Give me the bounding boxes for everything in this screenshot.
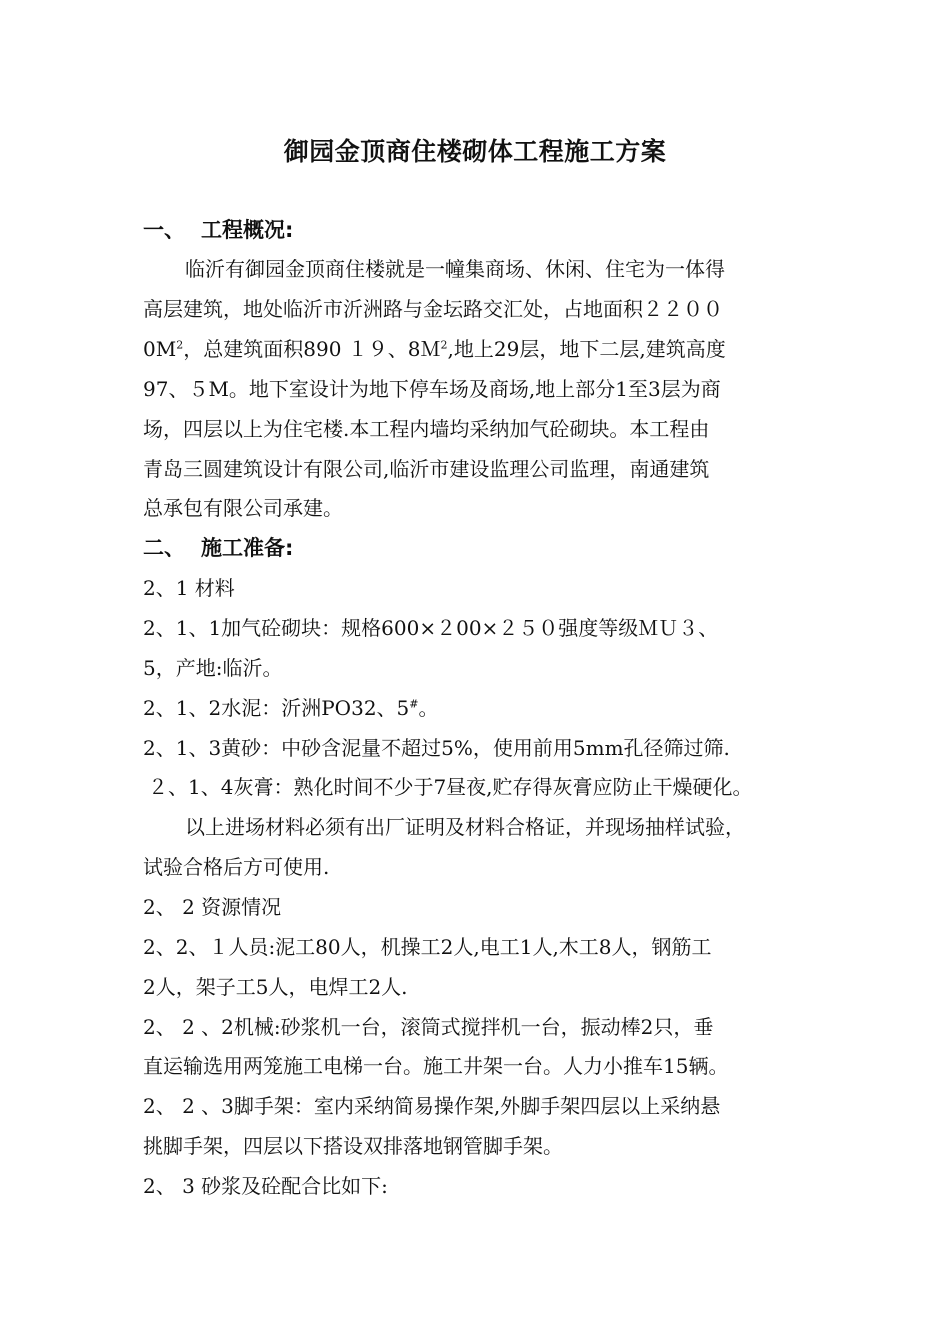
paragraph-line: 2、 2 、2机械:砂浆机一台，滚筒式搅拌机一台，振动棒2只，垂 [143, 1015, 714, 1039]
section-heading-preparation [143, 533, 293, 563]
paragraph-line: 场，四层以上为住宅楼.本工程内墙均采纳加气砼砌块。本工程由 [143, 417, 710, 441]
section-title: 施工准备: [201, 536, 294, 560]
paragraph-line: 高层建筑，地处临沂市沂洲路与金坛路交汇处，占地面积２２００ [143, 297, 723, 321]
subsection-heading: 2、1 材料 [143, 576, 235, 600]
section-number: 一、 [143, 218, 185, 242]
section-heading-overview [143, 215, 293, 245]
paragraph-line: 以上进场材料必须有出厂证明及材料合格证，并现场抽样试验， [185, 815, 745, 839]
paragraph-line: ２、1、4灰膏：熟化时间不少于7昼夜,贮存得灰膏应防止干燥硬化。 [148, 775, 753, 799]
document-title: 御园金顶商住楼砌体工程施工方案 [283, 137, 667, 166]
section-number: 二、 [143, 536, 185, 560]
subsection-heading: 2、 3 砂浆及砼配合比如下: [143, 1174, 388, 1198]
paragraph-line: 2、1、1加气砼砌块：规格600×２00×２５０强度等级ＭＵ３、 [143, 616, 719, 640]
subsection-heading: 2、 2 资源情况 [143, 895, 282, 919]
paragraph-line: $0M^2$，总建筑面积890 １９、8Ｍ$^2$,地上29层，地下二层,建筑高度 [143, 337, 726, 361]
paragraph-line: 青岛三圆建筑设计有限公司,临沂市建设监理公司监理，南通建筑 [143, 457, 710, 481]
paragraph-line: 临沂有御园金顶商住楼就是一幢集商场、休闲、住宅为一体得 [185, 257, 725, 281]
paragraph-line: 挑脚手架，四层以下搭设双排落地钢管脚手架。 [143, 1134, 563, 1158]
paragraph-line: 总承包有限公司承建。 [143, 496, 343, 520]
paragraph-line: 2、1、3黄砂：中砂含泥量不超过5%，使用前用5mm孔径筛过筛. [143, 736, 730, 760]
paragraph-line: 试验合格后方可使用. [143, 855, 330, 879]
paragraph-line: 2人，架子工5人，电焊工2人. [143, 975, 408, 999]
paragraph-line: 2、1、2水泥：沂洲PO32、5#。 [143, 696, 439, 720]
paragraph-line: 直运输选用两笼施工电梯一台。施工井架一台。人力小推车15辆。 [143, 1054, 729, 1078]
paragraph-line: 2、2、１人员:泥工80人，机操工2人,电工1人,木工8人，钢筋工 [143, 935, 712, 959]
paragraph-line: 2、 2 、3脚手架：室内采纳简易操作架,外脚手架四层以上采纳悬 [143, 1094, 721, 1118]
paragraph-line: 5，产地:临沂。 [143, 656, 283, 680]
paragraph-line: 97、５M。地下室设计为地下停车场及商场,地上部分1至3层为商 [143, 377, 721, 401]
section-title: 工程概况: [201, 218, 294, 242]
